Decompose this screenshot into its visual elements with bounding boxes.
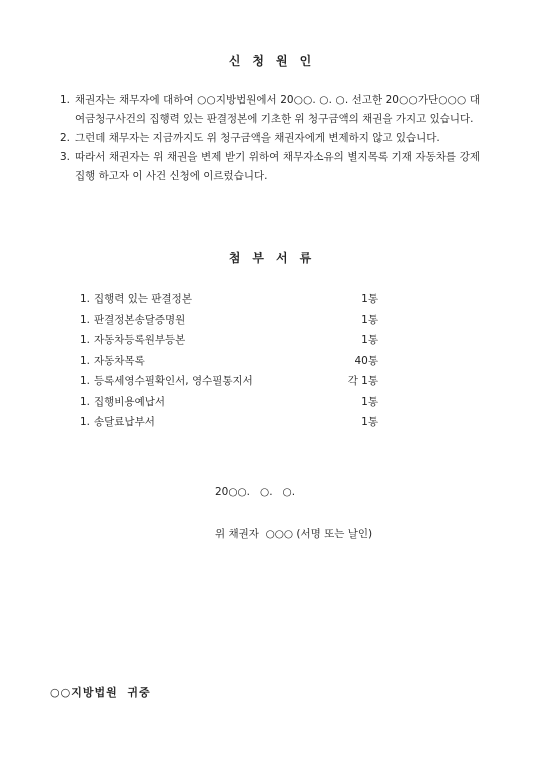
reason-text: 채권자는 채무자에 대하여 ○○지방법원에서 20○○. ○. ○. 선고한 20○○가단○○○ 대여금청구사건의 집행력 있는 판결정본에 기초한 위 청구금액의 채권을 가지고 있습니다. [75, 94, 480, 125]
attachment-number: 1. [80, 293, 91, 305]
attachment-name: 집행비용예납서 [94, 395, 166, 408]
attachment-name: 송달료납부서 [94, 416, 155, 428]
court-addressee: ○○지방법원 귀중 [50, 686, 151, 699]
attachment-quantity: 1통 [361, 395, 378, 408]
attachment-number: 1. [80, 375, 91, 387]
attachment-name: 자동차등록원부등본 [94, 334, 186, 346]
attachment-name: 자동차목록 [94, 354, 145, 367]
attachment-section-title: 첨부서류 [228, 251, 324, 265]
attachment-item [80, 371, 380, 392]
attachment-number: 1. [80, 334, 91, 346]
attachment-quantity: 1통 [361, 293, 378, 305]
reason-section-title: 신청원인 [228, 54, 324, 68]
attachment-item [80, 330, 380, 351]
attachment-quantity: 1통 [361, 334, 378, 346]
reason-list [60, 91, 480, 186]
attachment-list [80, 289, 380, 433]
attachment-name: 집행력 있는 판결정본 [94, 293, 192, 305]
attachment-item [80, 412, 380, 433]
creditor-signature-line: 위 채권자 ○○○ (서명 또는 날인) [215, 528, 373, 540]
attachment-quantity: 1통 [361, 416, 378, 428]
reason-item [60, 129, 480, 148]
attachment-name: 등록세영수필확인서, 영수필통지서 [94, 375, 253, 387]
attachment-number: 1. [80, 395, 91, 408]
attachment-item [80, 289, 380, 310]
attachment-number: 1. [80, 313, 91, 326]
attachment-quantity: 40통 [354, 354, 378, 367]
reason-number: 3. [60, 151, 71, 163]
attachment-number: 1. [80, 354, 91, 367]
attachment-number: 1. [80, 416, 91, 428]
attachment-quantity: 각 1통 [347, 375, 378, 387]
reason-number: 2. [60, 132, 71, 144]
attachment-item [80, 310, 380, 331]
filing-date: 20○○. ○. ○. [215, 486, 296, 498]
attachment-name: 판결정본송달증명원 [94, 313, 186, 326]
attachment-quantity: 1통 [361, 313, 378, 326]
reason-item [60, 148, 480, 186]
reason-text: 그런데 채무자는 지금까지도 위 청구금액을 채권자에게 변제하지 않고 있습니다. [75, 132, 440, 144]
attachment-item [80, 351, 380, 372]
reason-text: 따라서 채권자는 위 채권을 변제 받기 위하여 채무자소유의 별지목록 기재 자동차를 강제집행 하고자 이 사건 신청에 이르렀습니다. [75, 151, 480, 182]
attachment-item [80, 392, 380, 413]
reason-number: 1. [60, 94, 71, 106]
reason-item [60, 91, 480, 129]
